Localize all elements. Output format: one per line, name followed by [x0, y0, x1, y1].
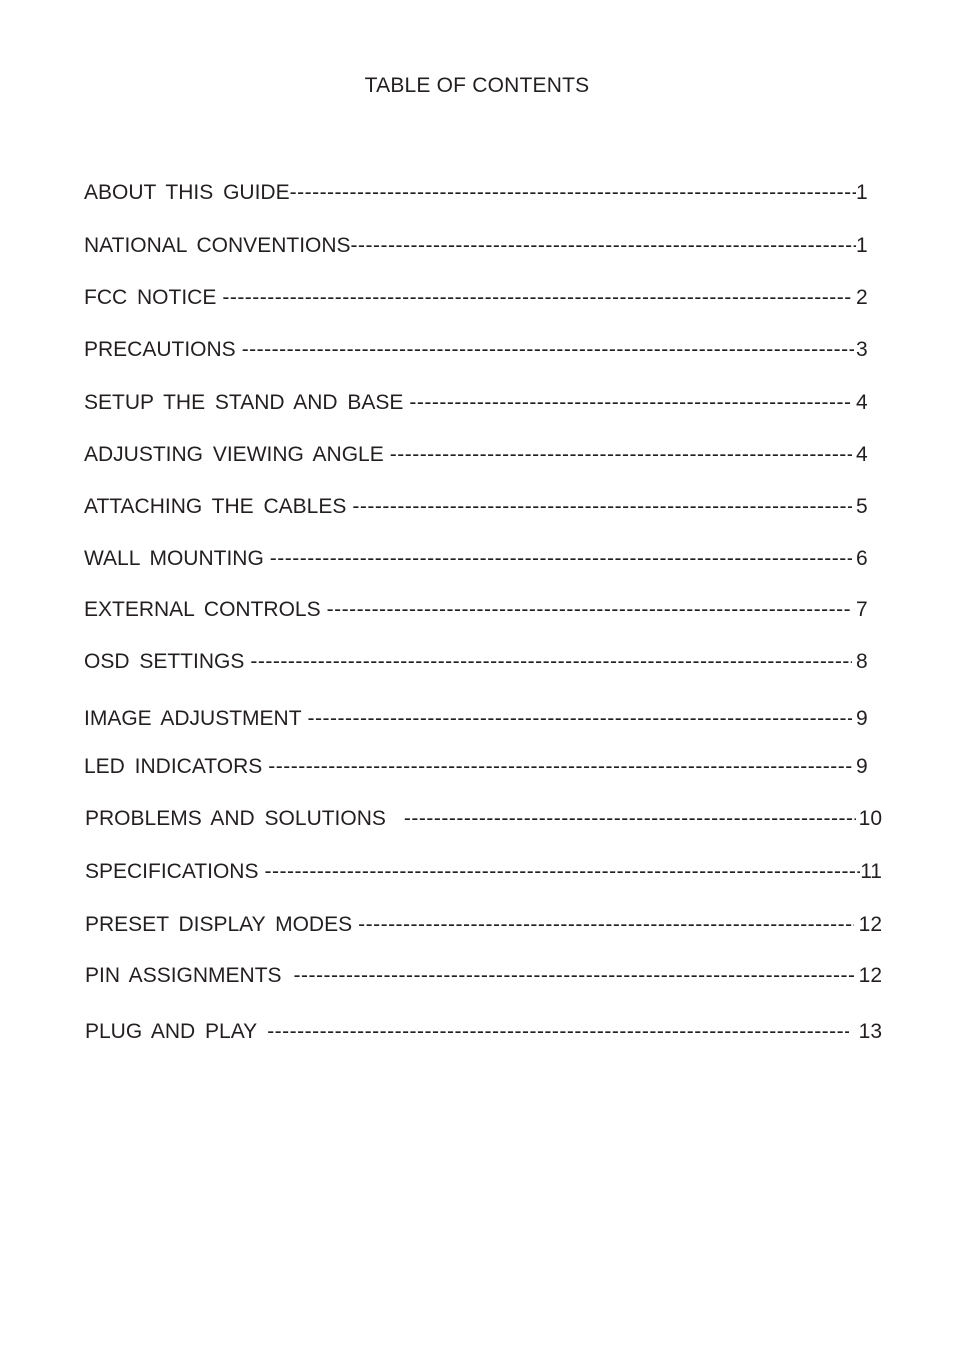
- toc-entry-page: 5: [856, 495, 868, 518]
- toc-entry[interactable]: [85, 913, 882, 943]
- toc-entry[interactable]: [84, 443, 870, 473]
- toc-leader: [308, 707, 852, 731]
- toc-leader: [264, 860, 860, 884]
- toc-entry-label: FCC NOTICE: [84, 286, 217, 309]
- toc-entry-label: OSD SETTINGS: [84, 650, 245, 673]
- toc-entry-page: 12: [858, 913, 882, 936]
- toc-leader: [327, 598, 852, 622]
- page-title: TABLE OF CONTENTS: [364, 74, 590, 97]
- toc-entry-page: 7: [856, 598, 868, 621]
- toc-entry-label: PRESET DISPLAY MODES: [85, 913, 353, 936]
- toc-entry-label: EXTERNAL CONTROLS: [84, 598, 321, 621]
- toc-entry-page: 9: [856, 755, 868, 778]
- toc-entry-page: 1: [856, 181, 868, 204]
- toc-entry-label: ABOUT THIS GUIDE: [84, 181, 290, 204]
- toc-entry-page: 12: [858, 964, 882, 987]
- toc-entry[interactable]: [85, 860, 882, 890]
- toc-leader: [250, 650, 852, 674]
- toc-leader: [352, 495, 852, 519]
- toc-leader: [390, 443, 852, 467]
- toc-entry-label: PLUG AND PLAY: [85, 1020, 258, 1043]
- toc-entry[interactable]: [84, 755, 870, 785]
- toc-entry-label: WALL MOUNTING: [84, 547, 264, 570]
- toc-leader: [404, 807, 856, 831]
- toc-entry-page: 9: [856, 707, 868, 730]
- toc-entry[interactable]: [84, 234, 870, 264]
- toc-entry-page: 10: [858, 807, 882, 830]
- toc-entry-label: NATIONAL CONVENTIONS: [84, 234, 351, 257]
- toc-leader: [242, 338, 854, 362]
- toc-entry-page: 4: [856, 391, 868, 414]
- toc-leader: [268, 755, 852, 779]
- toc-entry-page: 4: [856, 443, 868, 466]
- toc-entry-label: ADJUSTING VIEWING ANGLE: [84, 443, 384, 466]
- toc-leader: [267, 1020, 848, 1044]
- toc-entry-label: ATTACHING THE CABLES: [84, 495, 347, 518]
- toc-entry[interactable]: [85, 964, 882, 994]
- toc-leader: [290, 181, 856, 205]
- toc-entry[interactable]: [85, 1020, 882, 1050]
- toc-entry-label: SETUP THE STAND AND BASE: [84, 391, 404, 414]
- toc-entry-page: 6: [856, 547, 868, 570]
- toc-entry-label: PIN ASSIGNMENTS: [85, 964, 282, 987]
- toc-entry-label: IMAGE ADJUSTMENT: [84, 707, 302, 730]
- toc-leader: [351, 234, 856, 258]
- toc-leader: [294, 964, 854, 988]
- toc-entry[interactable]: [84, 286, 870, 316]
- toc-entry[interactable]: [85, 807, 882, 837]
- toc-entry-label: PROBLEMS AND SOLUTIONS: [85, 807, 386, 830]
- toc-entry[interactable]: [84, 391, 870, 421]
- toc-entry-page: 13: [858, 1020, 882, 1043]
- toc-entry-page: 8: [856, 650, 868, 673]
- toc-entry[interactable]: [84, 495, 870, 525]
- toc-leader: [222, 286, 852, 310]
- toc-entry[interactable]: [84, 598, 870, 628]
- toc-leader: [409, 391, 852, 415]
- toc-entry[interactable]: [84, 650, 870, 680]
- toc-entry[interactable]: [84, 181, 870, 211]
- toc-entry[interactable]: [84, 707, 870, 737]
- toc-leader: [358, 913, 854, 937]
- toc-entry-page: 3: [856, 338, 868, 361]
- toc-entry-page: 1: [856, 234, 868, 257]
- toc-entry-page: 2: [856, 286, 868, 309]
- toc-entry-label: PRECAUTIONS: [84, 338, 236, 361]
- toc-entry-page: 11: [860, 860, 882, 883]
- toc-entry-label: SPECIFICATIONS: [85, 860, 259, 883]
- toc-entry[interactable]: [84, 338, 870, 368]
- toc-leader: [270, 547, 852, 571]
- toc-entry-label: LED INDICATORS: [84, 755, 263, 778]
- toc-entry[interactable]: [84, 547, 870, 577]
